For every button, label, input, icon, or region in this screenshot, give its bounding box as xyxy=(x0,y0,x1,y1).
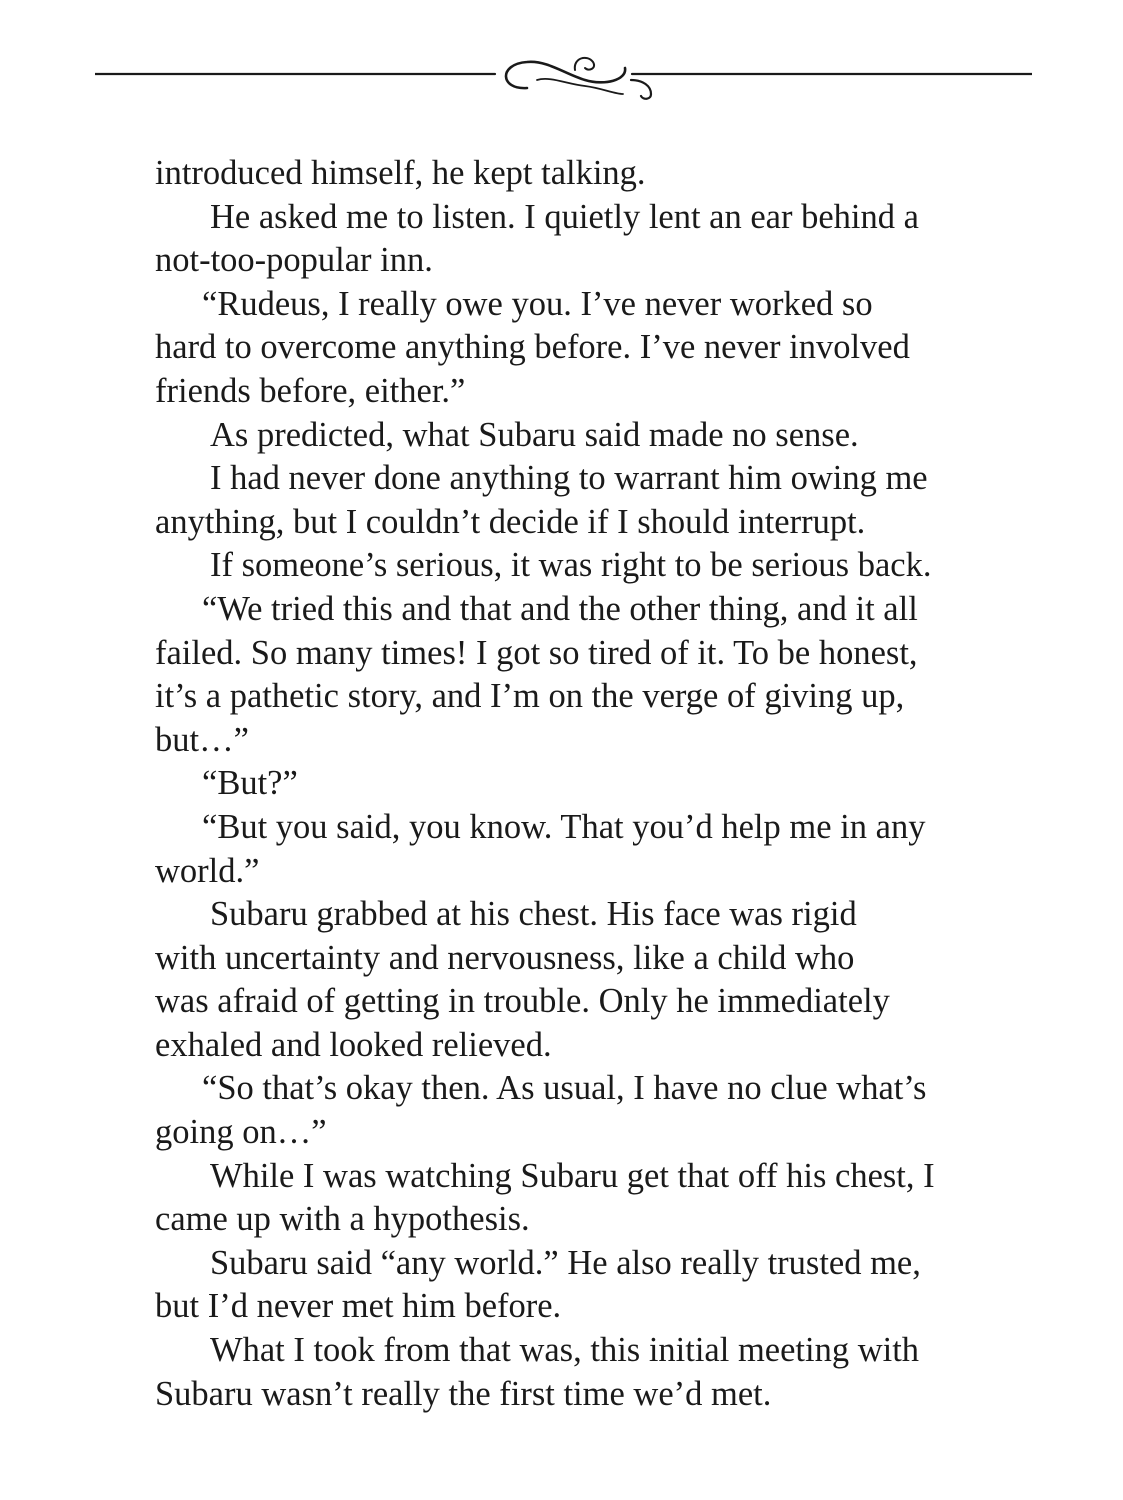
text-line: anything, but I couldn’t decide if I should interrupt. xyxy=(155,502,866,541)
text-line: exhaled and looked relieved. xyxy=(155,1025,552,1064)
text-line: “But?” xyxy=(202,764,298,803)
text-line: going on…” xyxy=(155,1113,327,1152)
text-line: If someone’s serious, it was right to be serious back. xyxy=(210,546,932,585)
text-line: came up with a hypothesis. xyxy=(155,1200,530,1239)
text-line: introduced himself, he kept talking. xyxy=(155,154,646,192)
text-line: While I was watching Subaru get that off his chest, I xyxy=(210,1156,935,1195)
text-line: Subaru wasn’t really the first time we’d met. xyxy=(155,1374,772,1413)
text-line: “Rudeus, I really owe you. I’ve never worked so xyxy=(202,284,873,323)
text-line: friends before, either.” xyxy=(155,371,466,410)
text-line: hard to overcome anything before. I’ve never involved xyxy=(155,328,910,367)
text-line: it’s a pathetic story, and I’m on the verge of giving up, xyxy=(155,677,905,716)
text-line: with uncertainty and nervousness, like a child who xyxy=(155,938,855,977)
text-line: but I’d never met him before. xyxy=(155,1287,562,1326)
text-line: What I took from that was, this initial meeting with xyxy=(210,1331,920,1370)
text-line: He asked me to listen. I quietly lent an ear behind a xyxy=(210,197,919,236)
header-ornament xyxy=(95,50,1032,105)
body-text xyxy=(155,152,1015,1416)
text-line: Subaru said “any world.” He also really trusted me, xyxy=(210,1243,921,1282)
text-line: “But you said, you know. That you’d help me in any xyxy=(202,807,926,846)
text-line: As predicted, what Subaru said made no sense. xyxy=(210,415,859,454)
text-line: Subaru grabbed at his chest. His face was rigid xyxy=(210,895,857,934)
text-line: not-too-popular inn. xyxy=(155,241,433,280)
text-line: I had never done anything to warrant him owing me xyxy=(210,459,928,498)
text-line: but…” xyxy=(155,720,249,759)
text-line: “We tried this and that and the other thing, and it all xyxy=(202,589,918,628)
text-line: was afraid of getting in trouble. Only he immediately xyxy=(155,982,890,1021)
text-line: “So that’s okay then. As usual, I have no clue what’s xyxy=(202,1069,927,1108)
text-line: failed. So many times! I got so tired of it. To be honest, xyxy=(155,633,918,672)
text-line: world.” xyxy=(155,851,260,890)
